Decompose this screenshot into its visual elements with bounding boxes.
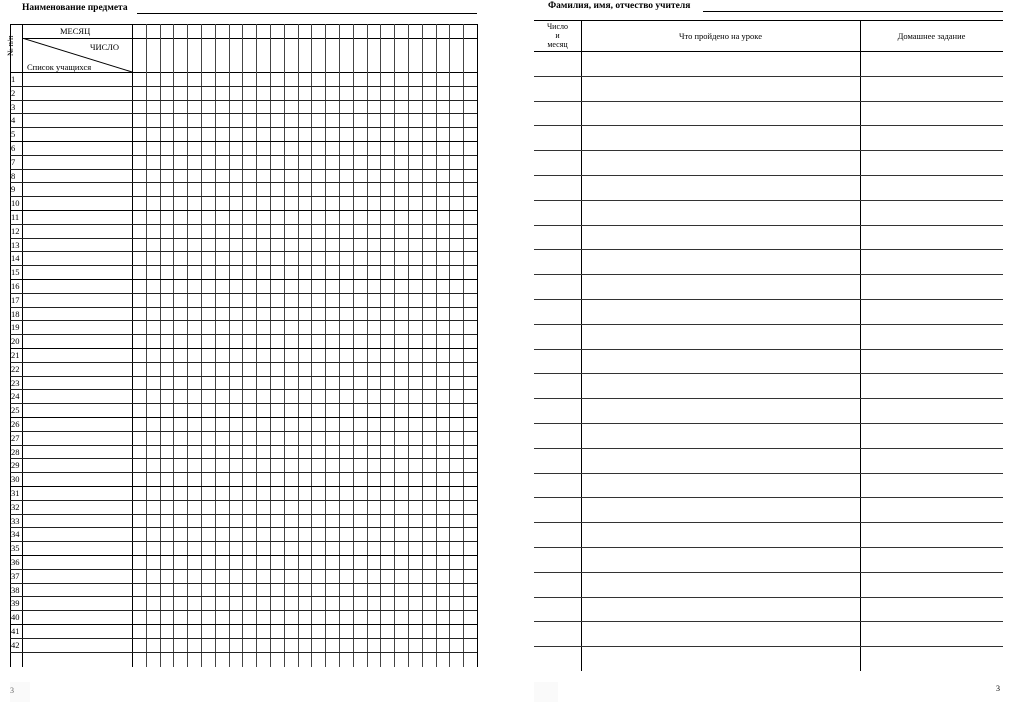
student-row[interactable] <box>10 472 477 473</box>
row-number: 15 <box>11 267 20 278</box>
day-column-line <box>380 24 381 667</box>
lesson-row[interactable] <box>534 324 1003 325</box>
day-column-line <box>449 24 450 667</box>
row-number: 11 <box>11 212 20 222</box>
day-column-line <box>160 24 161 667</box>
table-top-border <box>10 24 477 25</box>
student-row[interactable] <box>10 265 477 266</box>
col-date-header <box>534 22 581 49</box>
row-number: 42 <box>11 639 20 650</box>
lesson-row[interactable] <box>534 522 1003 523</box>
row-number: 13 <box>11 239 20 250</box>
row-number: 39 <box>11 598 20 609</box>
col-date-line2: и <box>555 31 560 40</box>
student-row[interactable] <box>10 652 477 653</box>
student-row[interactable] <box>10 445 477 446</box>
student-row[interactable] <box>10 541 477 542</box>
date-column-divider <box>581 20 582 671</box>
day-label: ЧИСЛО <box>90 42 120 52</box>
row-number: 41 <box>11 626 20 636</box>
lesson-row[interactable] <box>534 621 1003 622</box>
day-column-line <box>256 24 257 667</box>
row-number: 18 <box>11 308 20 319</box>
student-row[interactable] <box>10 169 477 170</box>
day-column-line <box>325 24 326 667</box>
row-number: 40 <box>11 612 20 623</box>
lesson-row[interactable] <box>534 200 1003 201</box>
student-row[interactable] <box>10 638 477 639</box>
row-number: 31 <box>11 488 20 498</box>
student-row[interactable] <box>10 514 477 515</box>
lesson-row[interactable] <box>534 175 1003 176</box>
lesson-row[interactable] <box>534 249 1003 250</box>
day-column-line <box>367 24 368 667</box>
student-row[interactable] <box>10 155 477 156</box>
student-row[interactable] <box>10 362 477 363</box>
student-row[interactable] <box>10 486 477 487</box>
col-date-line3: месяц <box>547 40 568 49</box>
student-row[interactable] <box>10 431 477 432</box>
lesson-row[interactable] <box>534 274 1003 275</box>
row-number: 27 <box>11 432 20 443</box>
col-date-line1: Число <box>546 22 569 31</box>
row-number: 30 <box>11 474 20 485</box>
teacher-label: Фамилия, имя, отчество учителя <box>548 1 691 11</box>
day-column-line <box>311 24 312 667</box>
month-label: МЕСЯЦ <box>60 26 91 36</box>
names-column-divider <box>132 24 133 667</box>
row-number: 38 <box>11 584 20 595</box>
lesson-column-divider <box>860 20 861 671</box>
lesson-row[interactable] <box>534 398 1003 399</box>
day-column-line <box>298 24 299 667</box>
row-number: 23 <box>11 377 20 388</box>
right-page-number: 3 <box>996 684 1000 693</box>
lesson-row[interactable] <box>534 497 1003 498</box>
day-column-line <box>201 24 202 667</box>
corner-mark-left <box>10 682 30 702</box>
corner-mark-right <box>534 682 558 702</box>
student-row[interactable] <box>10 100 477 101</box>
lesson-row[interactable] <box>534 299 1003 300</box>
student-row[interactable] <box>10 113 477 114</box>
row-number: 25 <box>11 405 20 416</box>
day-column-line <box>353 24 354 667</box>
teacher-input-line[interactable] <box>703 11 1003 12</box>
subject-label: Наименование предмета <box>22 3 128 13</box>
student-row[interactable] <box>10 569 477 570</box>
right-header-bottom <box>534 51 1003 52</box>
row-number: 17 <box>11 294 20 305</box>
lesson-row[interactable] <box>534 597 1003 598</box>
row-number: 26 <box>11 419 20 429</box>
row-number: 1 <box>11 74 16 84</box>
row-number: 32 <box>11 501 20 512</box>
row-number: 24 <box>11 391 20 402</box>
row-number: 4 <box>11 115 16 126</box>
student-row[interactable] <box>10 251 477 252</box>
row-number: 28 <box>11 446 20 457</box>
student-row[interactable] <box>10 334 477 335</box>
student-row[interactable] <box>10 320 477 321</box>
row-number: 34 <box>11 529 20 540</box>
lesson-row[interactable] <box>534 646 1003 647</box>
day-column-line <box>394 24 395 667</box>
student-row[interactable] <box>10 210 477 211</box>
student-row[interactable] <box>10 417 477 418</box>
day-column-line <box>187 24 188 667</box>
left-right-border <box>477 24 478 667</box>
row-number: 21 <box>11 350 20 360</box>
col-homework-header: Домашнее задание <box>897 31 966 41</box>
day-column-line <box>146 24 147 667</box>
student-row[interactable] <box>10 376 477 377</box>
student-row[interactable] <box>10 624 477 625</box>
row-number: 14 <box>11 253 20 264</box>
student-row[interactable] <box>10 182 477 183</box>
row-number: 37 <box>11 570 20 581</box>
day-column-line <box>229 24 230 667</box>
day-column-line <box>173 24 174 667</box>
student-row[interactable] <box>10 293 477 294</box>
students-label: Список учащихся <box>27 62 92 72</box>
lesson-row[interactable] <box>534 76 1003 77</box>
student-row[interactable] <box>10 458 477 459</box>
day-column-line <box>422 24 423 667</box>
student-row[interactable] <box>10 500 477 501</box>
row-number: 16 <box>11 281 20 291</box>
day-column-line <box>339 24 340 667</box>
day-column-line <box>284 24 285 667</box>
row-number: 5 <box>11 129 16 140</box>
student-row[interactable] <box>10 279 477 280</box>
student-row[interactable] <box>10 610 477 611</box>
day-column-line <box>215 24 216 667</box>
row-number: 35 <box>11 543 20 554</box>
row-number: 12 <box>11 225 20 236</box>
student-row[interactable] <box>10 86 477 87</box>
lesson-row[interactable] <box>534 547 1003 548</box>
student-row[interactable] <box>10 527 477 528</box>
day-column-line <box>270 24 271 667</box>
col-lesson-header: Что пройдено на уроке <box>678 31 762 41</box>
left-outer-border <box>10 24 11 667</box>
lesson-row[interactable] <box>534 349 1003 350</box>
student-row[interactable] <box>10 555 477 556</box>
right-table-top <box>534 20 1003 21</box>
lesson-row[interactable] <box>534 448 1003 449</box>
student-row[interactable] <box>10 196 477 197</box>
lesson-row[interactable] <box>534 572 1003 573</box>
row-number: 8 <box>11 170 16 181</box>
student-row[interactable] <box>10 348 477 349</box>
day-column-line <box>408 24 409 667</box>
row-number: 7 <box>11 156 16 167</box>
lesson-row[interactable] <box>534 473 1003 474</box>
row-number: 22 <box>11 363 20 374</box>
lesson-row[interactable] <box>534 125 1003 126</box>
student-row[interactable] <box>10 307 477 308</box>
row-number-header: № п/п <box>6 35 15 56</box>
left-page-number: 3 <box>10 686 14 695</box>
row-number: 29 <box>11 460 20 471</box>
day-column-line <box>463 24 464 667</box>
row-number: 2 <box>11 87 16 98</box>
student-row[interactable] <box>10 127 477 128</box>
student-row[interactable] <box>10 389 477 390</box>
row-number: 3 <box>11 101 16 112</box>
row-number: 20 <box>11 336 20 347</box>
number-column-divider <box>22 24 23 667</box>
student-row[interactable] <box>10 141 477 142</box>
lesson-row[interactable] <box>534 225 1003 226</box>
day-column-line <box>436 24 437 667</box>
lesson-row[interactable] <box>534 101 1003 102</box>
lesson-row[interactable] <box>534 423 1003 424</box>
lesson-row[interactable] <box>534 150 1003 151</box>
row-number: 19 <box>11 322 20 333</box>
row-number: 6 <box>11 143 16 153</box>
lesson-row[interactable] <box>534 373 1003 374</box>
row-number: 36 <box>11 557 20 567</box>
row-number: 10 <box>11 198 20 209</box>
subject-input-line[interactable] <box>137 13 477 14</box>
row-number: 33 <box>11 515 20 526</box>
row-number: 9 <box>11 184 16 195</box>
student-row[interactable] <box>10 403 477 404</box>
student-row[interactable] <box>10 224 477 225</box>
day-column-line <box>242 24 243 667</box>
student-row[interactable] <box>10 583 477 584</box>
student-row[interactable] <box>10 238 477 239</box>
student-row[interactable] <box>10 596 477 597</box>
